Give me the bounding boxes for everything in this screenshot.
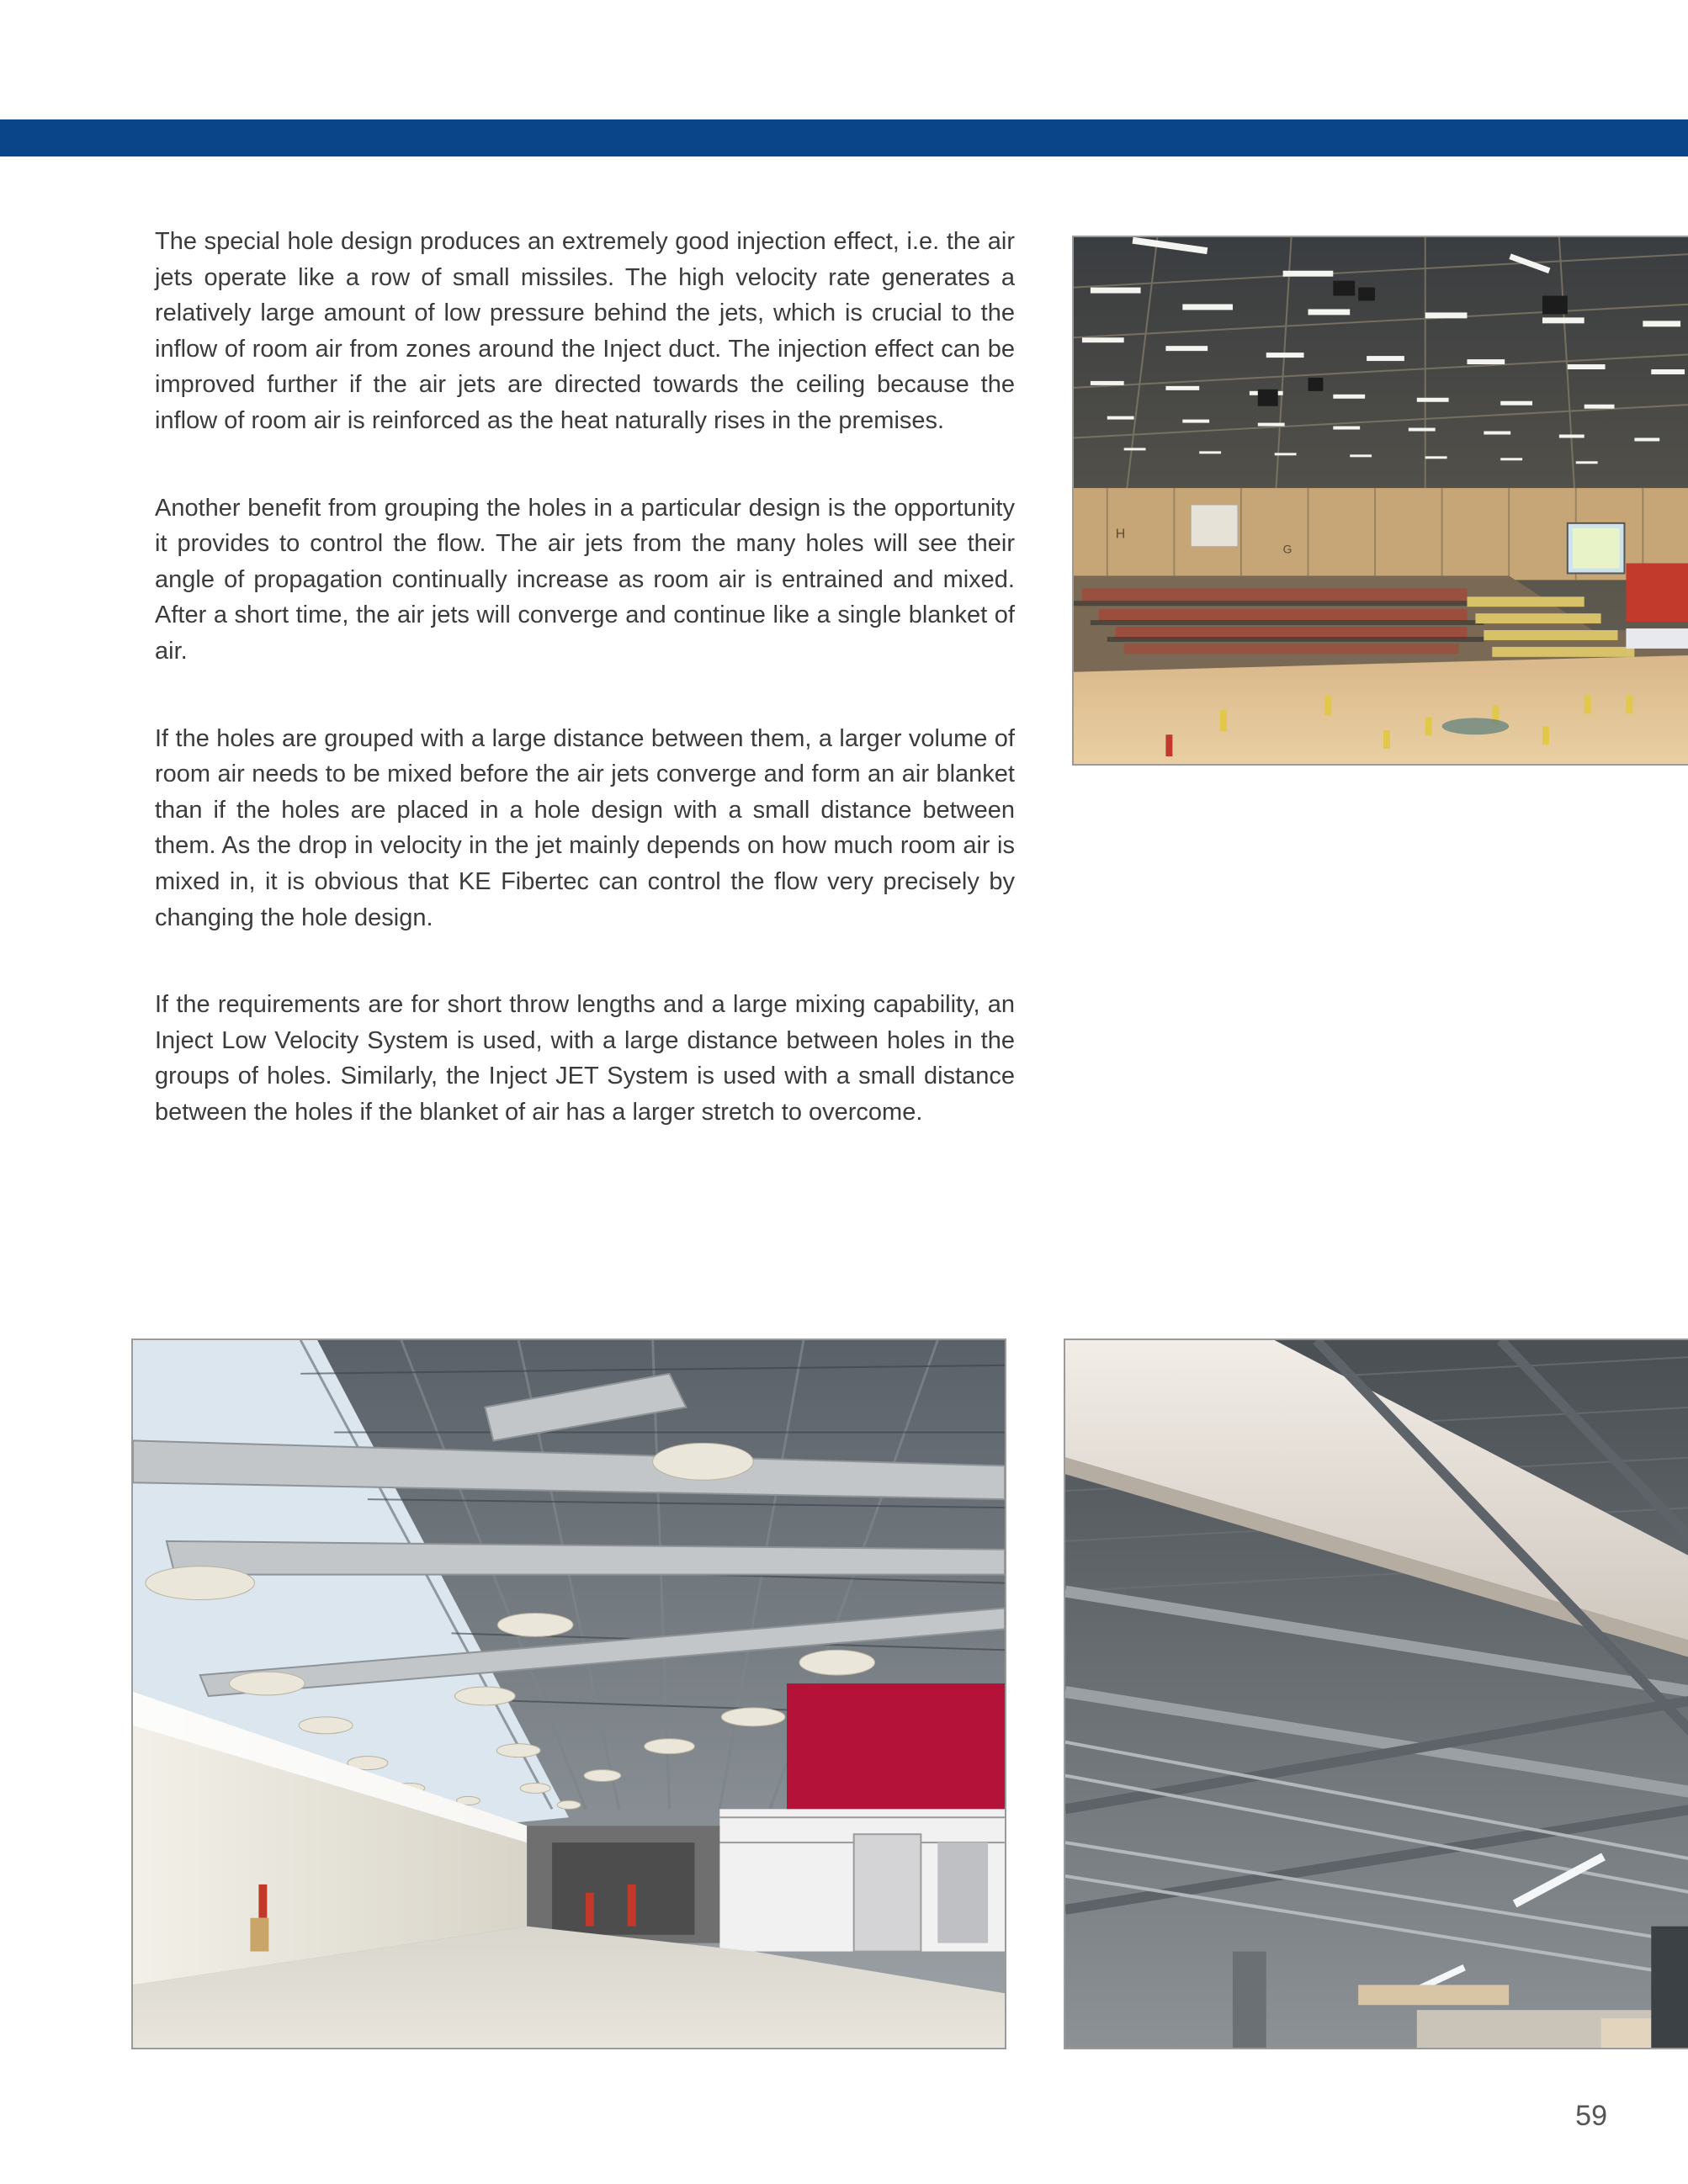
hall-ductwork-photo-icon: [133, 1340, 1005, 2048]
body-text: [155, 224, 1015, 1181]
arena-photo: [1072, 236, 1688, 766]
ducts-photo: [1064, 1338, 1688, 2049]
paragraph-system-choice: If the requirements are for short throw lengths and a large mixing capability, an Inject Low Velocity System is used, with a large distance between holes in the groups of holes. Similarly, the Inject JET System is used with a small distance between the holes if the blanket of air has a larger stretch to overcome.: [155, 991, 1015, 1126]
hall-photo: [131, 1338, 1006, 2049]
header-bar: [0, 119, 1688, 156]
paragraph-hole-distance: If the holes are grouped with a large distance between them, a larger volume of room air needs to be mixed before the air jets converge and form an air blanket than if the holes are placed in a hole design with a small distance between them. As the drop in velocity in the jet mainly depends on how much room air is mixed in, it is obvious that KE Fibertec can control the flow very precisely by changing the hole design.: [155, 724, 1015, 931]
sports-arena-photo-icon: [1074, 237, 1688, 764]
paragraph-injection-effect: The special hole design produces an extremely good injection effect, i.e. the air jets operate like a row of small missiles. The high velocity rate generates a relatively large amount of low pressure behind the jets, which is crucial to the inflow of room air from zones around the Inject duct. The injection effect can be improved further if the air jets are directed towards the ceiling because the inflow of room air is reinforced as the heat naturally rises in the premises.: [155, 228, 1015, 434]
page-number: 59: [1575, 2100, 1607, 2132]
svg-text:H: H: [1115, 527, 1126, 542]
paragraph-flow-control: Another benefit from grouping the holes in a particular design is the opportunity it provides to control the flow. The air jets from the many holes will see their angle of propagation continually increase as room air is entrained and mixed. After a short time, the air jets will converge and continue like a single blanket of air.: [155, 494, 1015, 665]
ceiling-ducts-photo-icon: [1065, 1340, 1688, 2048]
svg-text:G: G: [1282, 542, 1293, 556]
